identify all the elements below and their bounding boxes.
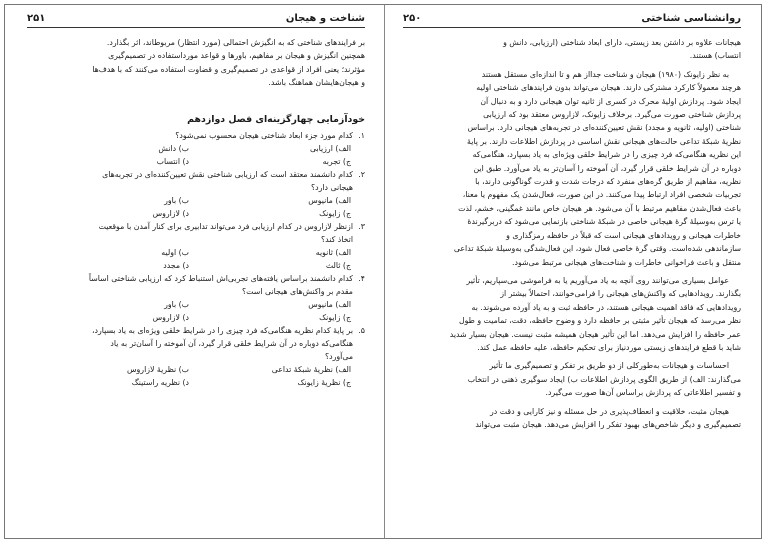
text-line: بگذارند. رویدادهایی که واکنش‌های هیجانی را فرامی‌خوانند، احتمالاً بیشتر از xyxy=(500,289,741,299)
paragraph xyxy=(403,68,741,269)
question-line: کدام دانشمند معتقد است که ارزیابی شناختی نقش تعیین‌کننده‌ای در تجربه‌های xyxy=(102,169,353,179)
page-number: ۲۵۱ xyxy=(27,13,46,24)
question-number: ۳. xyxy=(358,221,365,231)
text-line: مؤثرند؛ یعنی افراد از قواعدی در تصمیم‌گیری و قضاوت استفاده می‌کنند که با هدف‌ها xyxy=(92,64,365,74)
intro-paragraph xyxy=(27,36,365,90)
question-line: اتخاذ کند؟ xyxy=(321,234,353,244)
running-title: شناخت و هیجان xyxy=(285,13,365,24)
text-line: منتقل و باعث فراخوانی خاطرات و شناخت‌های هیجانی مرتبط می‌شود. xyxy=(512,257,741,267)
question-text xyxy=(27,129,365,142)
option: الف) ارزیابی xyxy=(309,143,351,153)
options xyxy=(27,298,365,324)
text-line: هیجان مثبت، خلاقیت و انعطاف‌پذیری در حل مسئله و نیز کارایی و دقت در xyxy=(490,406,729,416)
question xyxy=(27,324,365,389)
option: ب) اولیه xyxy=(161,247,189,257)
paragraph xyxy=(403,36,741,63)
text-line: و هیجان‌هایشان هماهنگ باشد. xyxy=(268,78,365,88)
option: د) انتساب xyxy=(156,156,189,166)
text-line: هرچند معمولاً کارکرد مشترکی دارند. هیجان می‌تواند بدون فرایندهای شناختی اولیه xyxy=(476,83,741,93)
options xyxy=(27,194,365,220)
page-gutter xyxy=(384,5,385,538)
option: ب) باور xyxy=(164,195,189,205)
option: ج) زایونک xyxy=(319,208,351,218)
question xyxy=(27,220,365,272)
question-line: بر پایهٔ کدام نظریه هنگامی‌که فرد چیزی را در شرایط خلقی ویژه‌ای به یاد بسپارد، xyxy=(91,325,353,335)
text-line: سازماندهی شده‌است. وقتی گرهٔ خاصی فعال شود، این فعال‌شدگی به‌وسیلهٔ شبکهٔ تداعی xyxy=(453,244,741,254)
body-text xyxy=(403,36,741,431)
text-line: بر فرایندهای شناختی که به انگیزش احتمالی (مورد انتظار) مربوطاند، اثر بگذارد. xyxy=(106,38,365,47)
option: الف) نظریهٔ شبکهٔ تداعی xyxy=(271,364,351,374)
text-line: شاید با قطع فرایندهای زیستی موردنیاز برای تحکیم حافظه، علیه حافظه عمل کند. xyxy=(477,342,741,352)
options xyxy=(27,363,365,389)
text-line: نظر می‌رسد که هیجان تأثیر مثبتی بر حافظه دارد و وضوح حافظه، دقت، تمامیت و طول xyxy=(458,316,741,326)
text-line: تجربیات شخصی افراد ارتباط پیدا می‌کنند. در این صورت، فعال‌شدن یک مفهوم یا معنا، xyxy=(462,190,741,200)
book-spread xyxy=(4,4,762,539)
question-number: ۴. xyxy=(358,273,365,283)
option: د) مجدد xyxy=(163,260,189,270)
option: ج) ثالث xyxy=(325,260,351,270)
text-line: نظریهٔ شبکهٔ تداعی حالت‌های هیجانی نقش اساسی در پردازش اطلاعات دارند. بر پایهٔ xyxy=(467,136,741,146)
option: ب) نظریهٔ لازاروس xyxy=(127,364,189,374)
question-line: کدام دانشمند براساس یافته‌های تجربی‌اش استنباط کرد که ارزیابی شناختی اساساً xyxy=(88,273,353,283)
left-page xyxy=(27,13,365,389)
left-page-header xyxy=(27,13,365,28)
option: ج) زایونک xyxy=(319,312,351,322)
question-number: ۱. xyxy=(358,130,365,140)
text-line: دوباره در آن شرایط خلقی قرار گیرد، آن آموخته را آسان‌تر به یاد می‌آورد. طبق این xyxy=(473,163,741,173)
option: الف) مانیوس xyxy=(308,195,351,205)
text-line: خاطرات هیجانی و رویدادهای هیجانی است که قبلاً در حافظه رمزگذاری و xyxy=(506,230,741,240)
option: د) نظریه راستینگ xyxy=(131,377,189,387)
question-line: هیجانی دارد؟ xyxy=(310,182,353,192)
question-number: ۵. xyxy=(358,325,365,335)
text-line: همچنین انگیزش و هیجان بر مفاهیم، باورها و قواعد مورداستفاده در تصمیم‌گیری xyxy=(108,51,365,61)
text-line: و تفسیر اطلاعاتی که پردازش براساس آن‌ها صورت می‌گیرد. xyxy=(545,388,741,398)
text-line: عوامل بسیاری می‌توانند روی آنچه به یاد می‌آوریم یا به فراموشی می‌سپاریم، تأثیر xyxy=(466,275,729,285)
text-line: انتساب) هستند. xyxy=(689,51,741,61)
text-line: به نظر زایونک (۱۹۸۰) هیجان و شناخت جدااز هم و تا اندازه‌ای مستقل هستند xyxy=(481,69,729,79)
question-text xyxy=(27,272,365,285)
question-number: ۲. xyxy=(358,169,365,179)
paragraph xyxy=(403,359,741,399)
text-line: پردازش شناختی صورت می‌گیرد. برخلاف زایونک، لازاروس معتقد بود که ارزیابی xyxy=(483,110,741,120)
text-line: یا ترس به‌وسیلهٔ گرهٔ هیجانی خاصی در شبکهٔ شناختی بازنمایی می‌شود که دربرگیرندهٔ xyxy=(467,217,741,227)
text-line: تصمیم‌گیری و دیگر شاخص‌های بهبود تفکر را افزایش می‌دهد. هیجان مثبت می‌تواند xyxy=(475,419,741,429)
question-line: می‌آورد؟ xyxy=(325,351,353,361)
question xyxy=(27,272,365,324)
running-title: روانشناسی شناختی xyxy=(641,13,741,24)
question-text xyxy=(27,220,365,233)
question-line: کدام مورد جزء ابعاد شناختی هیجان محسوب نمی‌شود؟ xyxy=(175,130,353,140)
question-text xyxy=(27,324,365,337)
text-line: باعث فعال‌شدن مفاهیم مرتبط با آن می‌شود. هر هیجان خاص مانند غمگینی، خشم، لذت xyxy=(458,203,741,213)
paragraph xyxy=(403,274,741,354)
option: د) لازاروس xyxy=(152,208,189,218)
text-line: نظریه، مفاهیم از طریق گره‌های منفرد که درجات شدت و قدرت گوناگونی دارند، با xyxy=(475,177,741,187)
option: ج) تجربه xyxy=(322,156,351,166)
text-line: رویدادهایی که فاقد اهمیت هیجانی هستند، در حافظه ثبت و به یاد آورده می‌شوند. به xyxy=(471,302,741,312)
option: ب) باور xyxy=(164,299,189,309)
options xyxy=(27,246,365,272)
question-text xyxy=(27,168,365,181)
option: ب) دانش xyxy=(158,143,189,153)
text-line: احساسات و هیجانات به‌طورکلی از دو طریق بر تفکر و تصمیم‌گیری ما تأثیر xyxy=(489,361,729,371)
options xyxy=(27,142,365,168)
option: الف) ثانویه xyxy=(315,247,351,257)
option: الف) مانیوس xyxy=(308,299,351,309)
text-line: شناختی (اولیه، ثانویه و مجدد) نقش تعیین‌کننده‌ای در تجربه‌های هیجانی دارد. براساس xyxy=(467,123,741,133)
text-line: هیجانات علاوه بر داشتن بعد زیستی، دارای ابعاد شناختی (ارزیابی، دانش و xyxy=(503,38,741,47)
right-page-header xyxy=(403,13,741,28)
right-page xyxy=(403,13,741,431)
question xyxy=(27,168,365,220)
question-line: مقدم بر واکنش‌های هیجانی است؟ xyxy=(242,286,353,296)
option: د) لازاروس xyxy=(152,312,189,322)
page-number: ۲۵۰ xyxy=(403,13,422,24)
text-line: می‌گذارند: الف) از طریق الگوی پردازش اطلاعات ب) ایجاد سوگیری ذهنی در انتخاب xyxy=(467,374,741,384)
paragraph xyxy=(403,405,741,432)
question-line: ازنظر لازاروس در کدام ارزیابی فرد می‌تواند تدابیری برای کنار آمدن با موقعیت xyxy=(98,221,353,231)
text-line: عمر حافظه را افزایش می‌دهد. اما این تأثیر هیجان همیشه مثبت نیست. هیجان بسیار شدید xyxy=(449,329,741,339)
question xyxy=(27,129,365,168)
section-title: خودآزمایی چهارگزینه‌ای فصل دوازدهم xyxy=(187,113,365,125)
text-line: این نظریه هنگامی‌که فرد چیزی را در شرایط خلقی ویژه‌ای به یاد بسپارد، هنگامی‌که xyxy=(472,150,741,160)
option: ج) نظریهٔ زایونک xyxy=(297,377,351,387)
question-line: هنگامی‌که دوباره در آن شرایط خلقی قرار گیرد، آن آموخته را آسان‌تر به یاد xyxy=(110,338,353,348)
text-line: ایجاد شود. پردازش اولیهٔ محرک در کسری از ثانیه توان هیجانی دارد و به دنبال آن xyxy=(480,96,741,106)
